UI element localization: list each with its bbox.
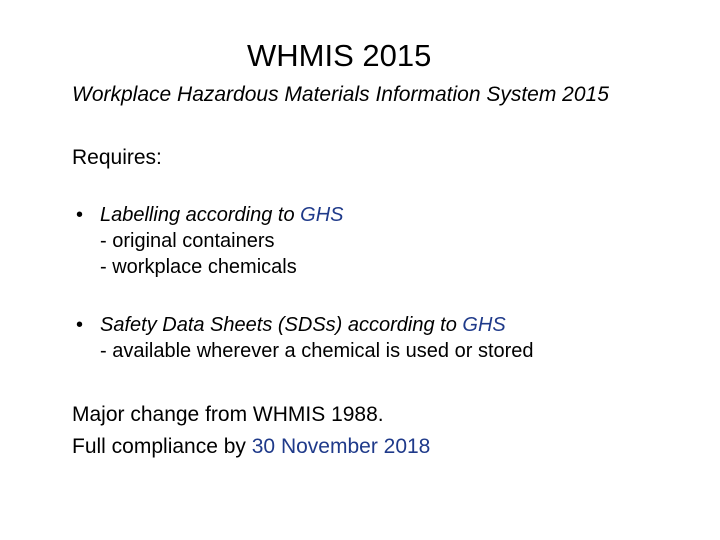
closing-line-2	[72, 431, 430, 463]
bullet-marker: •	[76, 204, 84, 226]
compliance-lead: Full compliance by	[72, 435, 252, 458]
subpoint-availability: - available wherever a chemical is used or stored	[100, 340, 534, 362]
bullet-text	[100, 312, 506, 338]
subpoint-original-containers: - original containers	[100, 230, 275, 252]
bullet-line	[72, 312, 534, 338]
slide-subtitle: Workplace Hazardous Materials Information System 2015	[72, 83, 609, 106]
compliance-date: 30 November 2018	[251, 435, 431, 458]
bullet-text	[100, 202, 343, 228]
ghs-highlight: GHS	[300, 204, 344, 226]
bullet-marker: •	[76, 314, 84, 336]
bullet-lead: Labelling according to	[100, 204, 301, 226]
requires-heading: Requires:	[72, 146, 162, 169]
bullet-sds	[72, 312, 534, 364]
bullet-lead: Safety Data Sheets (SDSs) according to	[100, 314, 463, 336]
bullet-labelling	[72, 202, 343, 280]
closing-line-1: Major change from WHMIS 1988.	[72, 403, 384, 426]
subpoint-workplace-chemicals: - workplace chemicals	[100, 256, 297, 278]
closing-text	[72, 399, 430, 463]
slide-title: WHMIS 2015	[247, 38, 432, 73]
ghs-highlight: GHS	[462, 314, 506, 336]
bullet-line	[72, 202, 343, 228]
